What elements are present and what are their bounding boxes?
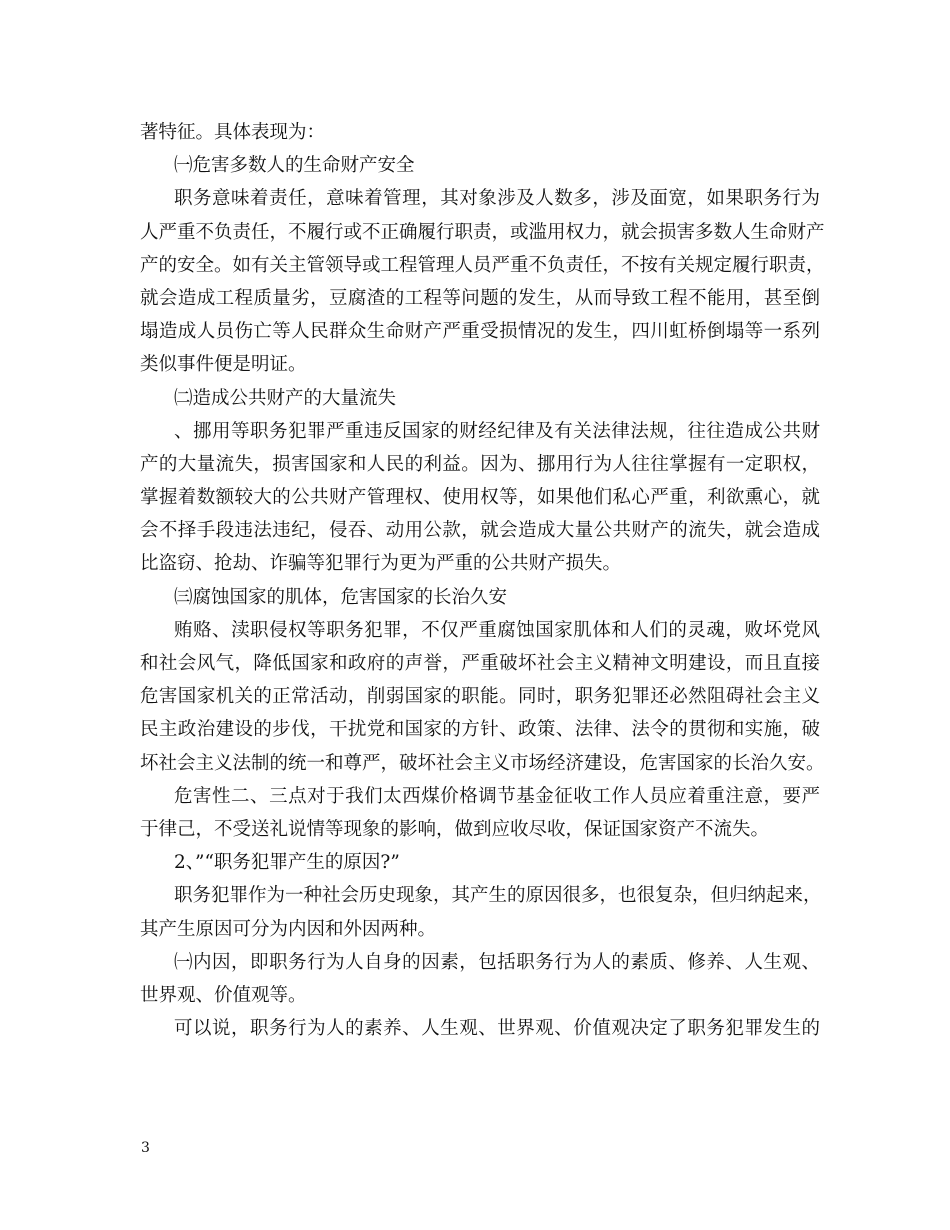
text-line: ㈠内因，即职务行为人自身的因素，包括职务行为人的素质、修养、人生观、 <box>174 951 820 973</box>
text-line: 人严重不负责任，不履行或不正确履行职责，或滥用权力，就会损害多数人生命财产 <box>140 221 825 243</box>
text-line: 类似事件便是明证。 <box>140 354 307 376</box>
text-line: 坏社会主义法制的统一和尊严，破坏社会主义市场经济建设，危害国家的长治久安。 <box>140 752 825 774</box>
text-line: 民主政治建设的步伐，干扰党和国家的方针、政策、法律、法令的贯彻和实施，破 <box>140 719 820 741</box>
text-line: 其产生原因可分为内因和外因两种。 <box>140 918 437 940</box>
text-line: 比盗窃、抢劫、诈骗等犯罪行为更为严重的公共财产损失。 <box>140 553 622 575</box>
text-line: 职务犯罪作为一种社会历史现象，其产生的原因很多，也很复杂，但归纳起来， <box>174 885 822 907</box>
text-line: 职务意味着责任，意味着管理，其对象涉及人数多，涉及面宽，如果职务行为 <box>174 188 820 210</box>
text-line: 和社会风气，降低国家和政府的声誉，严重破坏社会主义精神文明建设，而且直接 <box>140 653 820 674</box>
text-line: 著特征。具体表现为： <box>140 122 326 143</box>
section-heading: ㈡造成公共财产的大量流失 <box>174 387 397 409</box>
text-line: 产的安全。如有关主管领导或工程管理人员严重不负责任，不按有关规定履行职责， <box>140 254 825 276</box>
text-line: 掌握着数额较大的公共财产管理权、使用权等，如果他们私心严重，利欲熏心，就 <box>140 487 820 509</box>
body-text <box>140 116 825 1045</box>
text-line: 就会造成工程质量劣，豆腐渣的工程等问题的发生，从而导致工程不能用，甚至倒 <box>140 287 820 309</box>
section-heading: ㈠危害多数人的生命财产安全 <box>174 155 415 177</box>
text-line: 产的大量流失，损害国家和人民的利益。因为、挪用行为人往往掌握有一定职权， <box>140 453 820 475</box>
section-heading: 2、”“职务犯罪产生的原因?” <box>174 852 400 874</box>
text-line: 可以说，职务行为人的素养、人生观、世界观、价值观决定了职务犯罪发生的 <box>174 1018 820 1040</box>
text-line: 塌造成人员伤亡等人民群众生命财产严重受损情况的发生，四川虹桥倒塌等一系列 <box>140 321 820 343</box>
text-line: 世界观、价值观等。 <box>140 984 307 1006</box>
text-line: 会不择手段违法违纪，侵吞、动用公款，就会造成大量公共财产的流失，就会造成 <box>140 520 820 542</box>
section-heading: ㈢腐蚀国家的肌体，危害国家的长治久安 <box>174 586 508 608</box>
text-line: 、挪用等职务犯罪严重违反国家的财经纪律及有关法律法规，往往造成公共财 <box>174 420 820 442</box>
page-number: 3 <box>141 1140 150 1156</box>
text-line: 于律己，不受送礼说情等现象的影响，做到应收尽收，保证国家资产不流失。 <box>140 818 770 840</box>
text-line: 贿赂、渎职侵权等职务犯罪，不仅严重腐蚀国家肌体和人们的灵魂，败坏党风 <box>174 619 820 641</box>
text-line: 危害性二、三点对于我们太西煤价格调节基金征收工作人员应着重注意，要严 <box>174 785 820 807</box>
text-line: 危害国家机关的正常活动，削弱国家的职能。同时，职务犯罪还必然阻碍社会主义 <box>140 686 820 708</box>
